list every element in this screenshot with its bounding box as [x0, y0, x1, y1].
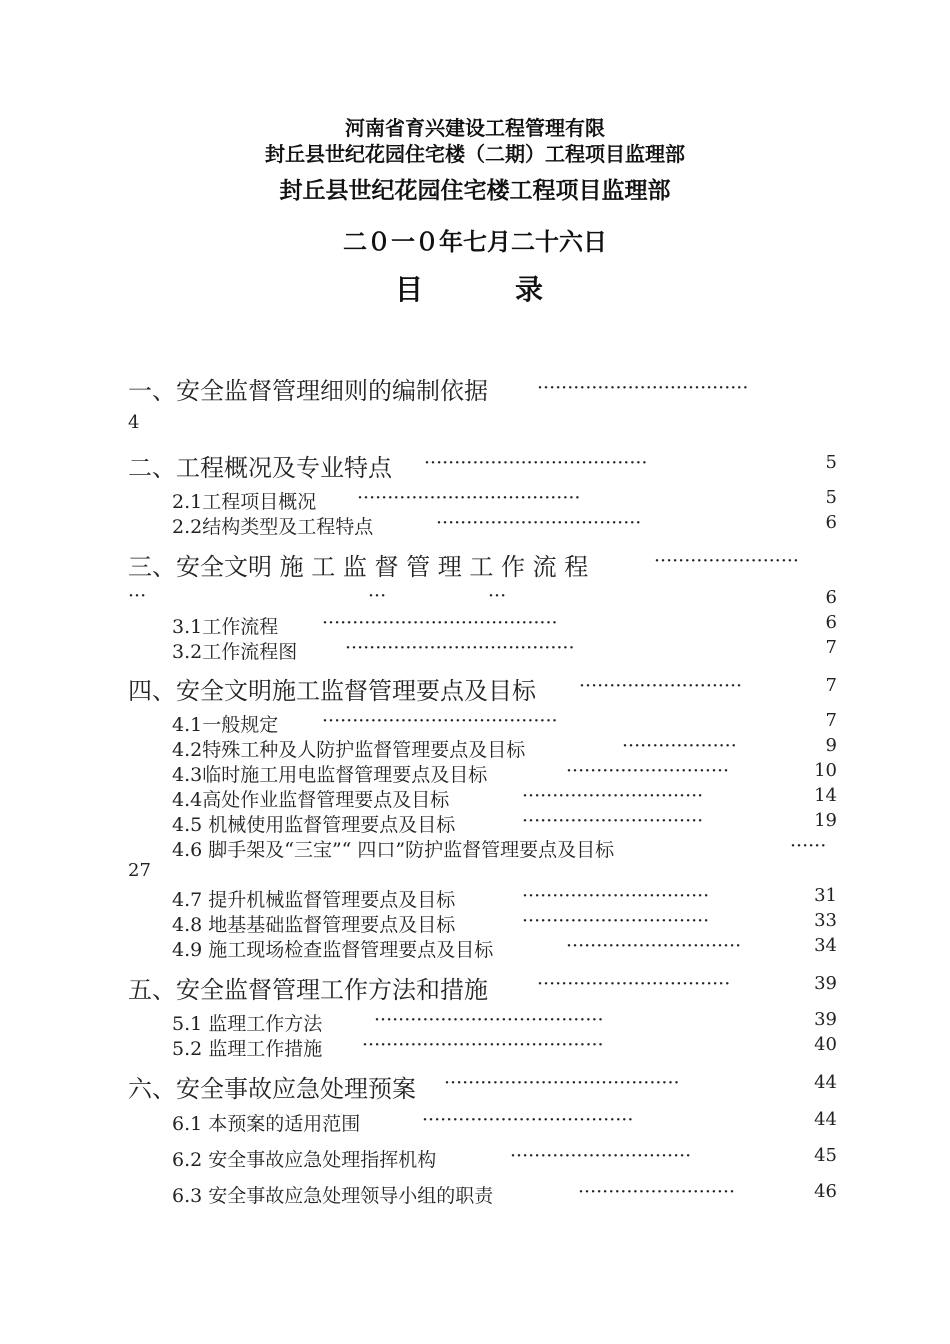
- toc-leader-dots: ································: [537, 973, 731, 995]
- toc-entry-label: 2.2结构类型及工程特点: [172, 516, 374, 538]
- toc-page-number: 44: [814, 1109, 837, 1130]
- toc-leader-dots: ···························: [579, 675, 743, 697]
- toc-leader-dots: ·······································: [322, 710, 558, 732]
- toc-entry-label: 4.9 施工现场检查监督管理要点及目标: [172, 939, 494, 961]
- toc-page-number: 44: [814, 1072, 837, 1093]
- toc-entry-label: 4.4高处作业监督管理要点及目标: [172, 789, 450, 811]
- toc-leader-dots: ···································: [537, 377, 749, 399]
- toc-page-number: 7: [825, 675, 837, 696]
- toc-entry-label: 四、安全文明施工监督管理要点及目标: [128, 677, 536, 705]
- toc-entry-label: 6.1 本预案的适用范围: [172, 1113, 361, 1135]
- toc-leader-dots: ·····································: [424, 452, 648, 474]
- toc-leader-dots: ·······························: [522, 885, 710, 907]
- toc-page-number: 7: [825, 637, 837, 658]
- toc-entry-label: 4.7 提升机械监督管理要点及目标: [172, 889, 456, 911]
- toc-leader-dots: ···: [128, 585, 147, 607]
- toc-leader-dots: ··························: [578, 1181, 736, 1203]
- toc-entry-label: 4.3临时施工用电监督管理要点及目标: [172, 764, 488, 786]
- toc-page-number: 27: [128, 860, 151, 881]
- toc-page-number: 6: [825, 512, 837, 533]
- toc-page-number: 6: [825, 587, 837, 608]
- toc-leader-dots: ······································: [345, 637, 575, 659]
- toc-page-number: 33: [814, 910, 837, 931]
- toc-leader-dots: ······························: [510, 1145, 692, 1167]
- toc-page-number: 6: [825, 612, 837, 633]
- toc-entry-label: 2.1工程项目概况: [172, 491, 317, 513]
- toc-page-number: 46: [814, 1181, 837, 1202]
- toc-entry-label: 4.1一般规定: [172, 714, 279, 736]
- toc-entry-label: 一、安全监督管理细则的编制依据: [128, 377, 488, 405]
- toc-page-number: 19: [814, 810, 837, 831]
- toc-leader-dots: ···································: [422, 1109, 634, 1131]
- toc-entry-label: 5.2 监理工作措施: [172, 1038, 323, 1060]
- toc-leader-dots: ···························: [566, 760, 730, 782]
- toc-entry-label: 二、工程概况及专业特点: [128, 454, 392, 482]
- toc-page-number: 7: [825, 710, 837, 731]
- toc-page-number: 31: [814, 885, 837, 906]
- toc-page-number: 45: [814, 1145, 837, 1166]
- toc-leader-dots: ······························: [522, 785, 704, 807]
- toc-leader-dots: ·······································: [444, 1072, 680, 1094]
- toc-page-number: 39: [814, 973, 837, 994]
- toc-page-number: 34: [814, 935, 837, 956]
- toc-leader-dots: ··································: [436, 512, 642, 534]
- toc-page-number: 5: [825, 452, 837, 473]
- document-date: 二０一０年七月二十六日: [343, 228, 607, 256]
- toc-page-number: 39: [814, 1009, 837, 1030]
- toc-entry-label: 4.2特殊工种及人防护监督管理要点及目标: [172, 739, 526, 761]
- toc-leader-dots: ······································: [374, 1009, 604, 1031]
- project-department: 封丘县世纪花园住宅楼工程项目监理部: [279, 178, 671, 204]
- toc-entry-label: 3.1工作流程: [172, 616, 279, 638]
- toc-page-number: 5: [825, 487, 837, 508]
- toc-entry-label: 4.5 机械使用监督管理要点及目标: [172, 814, 456, 836]
- toc-leader-dots: ···: [488, 585, 507, 607]
- project-department-phase2: 封丘县世纪花园住宅楼（二期）工程项目监理部: [265, 142, 685, 166]
- toc-entry-label: 六、安全事故应急处理预案: [128, 1075, 416, 1103]
- toc-leader-dots: ······························: [522, 810, 704, 832]
- toc-leader-dots: ·····································: [357, 487, 581, 509]
- toc-entry-label: 五、安全监督管理工作方法和措施: [128, 976, 488, 1004]
- toc-leader-dots: ········································: [362, 1034, 604, 1056]
- toc-entry-label: 4.8 地基基础监督管理要点及目标: [172, 914, 456, 936]
- toc-leader-dots: ·····························: [566, 935, 742, 957]
- toc-leader-dots: ······: [790, 835, 827, 857]
- toc-page-number: 10: [814, 760, 837, 781]
- toc-leader-dots: ···················: [622, 735, 737, 757]
- toc-entry-label: 6.3 安全事故应急处理领导小组的职责: [172, 1185, 494, 1207]
- toc-title: 目 录: [394, 273, 555, 306]
- toc-entry-label: 三、安全文明 施 工 监 督 管 理 工 作 流 程: [128, 553, 589, 581]
- toc-entry-label: 4.6 脚手架及“三宝”“ 四口”防护监督管理要点及目标: [172, 839, 615, 861]
- toc-leader-dots: ························: [654, 550, 799, 572]
- toc-leader-dots: ···: [368, 585, 387, 607]
- company-name: 河南省育兴建设工程管理有限: [345, 116, 605, 140]
- toc-leader-dots: ·······································: [322, 612, 558, 634]
- toc-page-number: 9: [825, 735, 837, 756]
- toc-entry-label: 6.2 安全事故应急处理指挥机构: [172, 1149, 437, 1171]
- toc-page-number: 14: [814, 785, 837, 806]
- toc-page-number: 4: [128, 412, 140, 433]
- toc-entry-label: 5.1 监理工作方法: [172, 1013, 323, 1035]
- toc-entry-label: 3.2工作流程图: [172, 641, 298, 663]
- toc-leader-dots: ·······························: [522, 910, 710, 932]
- toc-page-number: 40: [814, 1034, 837, 1055]
